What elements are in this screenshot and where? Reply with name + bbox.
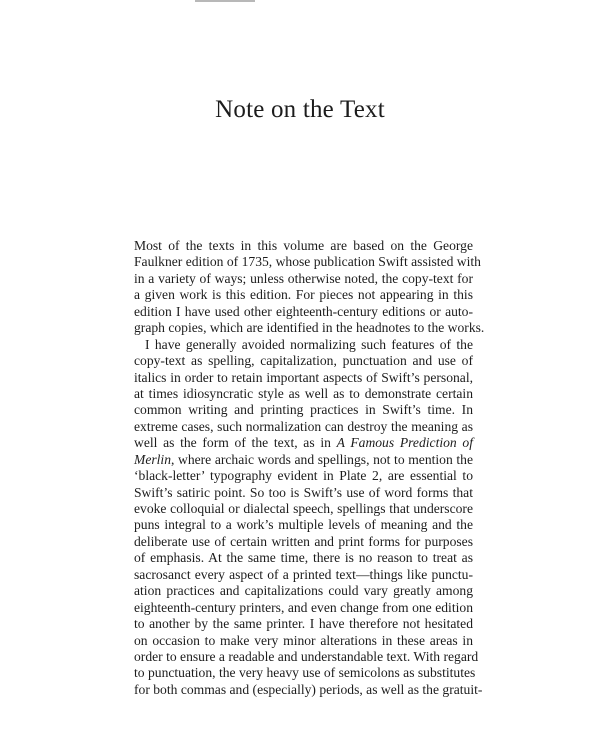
text-line: ‘black-letter’ typography evident in Plate 2, are essential to xyxy=(134,468,473,484)
text-line: italics in order to retain important aspects of Swift’s personal, xyxy=(134,369,473,385)
text-line: Most of the texts in this volume are based on the George xyxy=(134,238,473,253)
text-line: Swift’s satiric point. So too is Swift’s use of word forms that xyxy=(134,484,473,500)
text-line: I have generally avoided normalizing such features of the xyxy=(145,336,473,352)
text-line: graph copies, which are identified in the headnotes to the works. xyxy=(134,320,485,336)
text-line: sacrosanct every aspect of a printed text—things like punctu- xyxy=(134,566,473,582)
text-line: Merlin, where archaic words and spellings, not to mention the xyxy=(134,451,473,467)
scan-edge-mark xyxy=(195,0,255,2)
text-line: to another by the same printer. I have therefore not hesitated xyxy=(134,616,473,632)
text-line: on occasion to make very minor alterations in these areas in xyxy=(134,632,473,648)
text-line: edition I have used other eighteenth-century editions or auto- xyxy=(134,303,473,319)
text-line: order to ensure a readable and understandable text. With regard xyxy=(134,648,479,664)
text-line: extreme cases, such normalization can destroy the meaning as xyxy=(134,418,473,434)
text-line: well as the form of the text, as in A Famous Prediction of xyxy=(134,435,473,451)
text-line: common writing and printing practices in Swift’s time. In xyxy=(134,402,473,418)
body-text xyxy=(134,238,485,698)
text-line: a given work is this edition. For pieces not appearing in this xyxy=(134,287,473,303)
text-line: at times idiosyncratic style as well as to demonstrate certain xyxy=(134,385,473,401)
text-line: ation practices and capitalizations could vary greatly among xyxy=(134,583,473,599)
text-line: eighteenth-century printers, and even change from one edition xyxy=(134,599,473,615)
text-line: to punctuation, the very heavy use of semicolons as substitutes xyxy=(134,665,476,681)
paragraph xyxy=(134,238,485,337)
text-line: Faulkner edition of 1735, whose publication Swift assisted with xyxy=(134,254,481,270)
paragraph xyxy=(134,336,483,699)
text-line: for both commas and (especially) periods, as well as the gratuit- xyxy=(134,681,483,697)
text-line: of emphasis. At the same time, there is no reason to treat as xyxy=(134,550,473,566)
text-line: deliberate use of certain written and print forms for purposes xyxy=(134,533,473,549)
text-line: copy-text as spelling, capitalization, punctuation and use of xyxy=(134,353,473,369)
text-line: evoke colloquial or dialectal speech, spellings that underscore xyxy=(134,501,473,516)
page-title: Note on the Text xyxy=(215,96,385,123)
text-line: puns integral to a work’s multiple levels of meaning and the xyxy=(134,517,473,533)
text-line: in a variety of ways; unless otherwise noted, the copy-text for xyxy=(134,270,473,286)
